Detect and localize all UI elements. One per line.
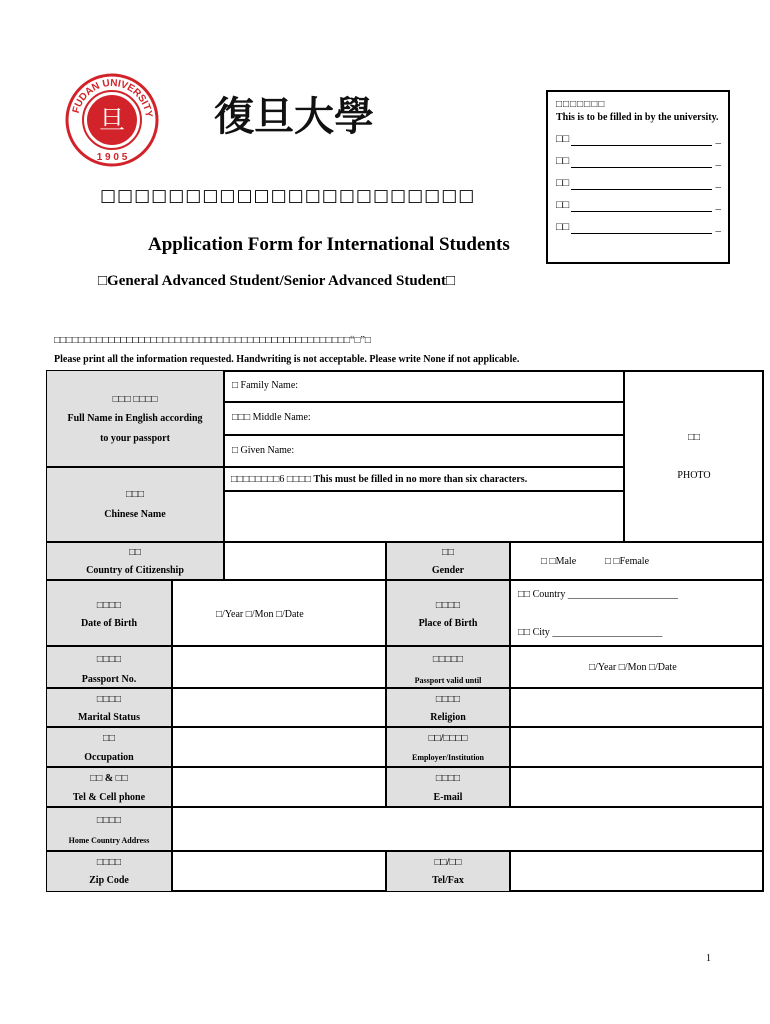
full-name-label-cell: □□□ □□□□ Full Name in English according to your passport bbox=[46, 370, 224, 467]
notice-english: Please print all the information requested. Handwriting is not acceptable. Please write None if not applicable. bbox=[54, 354, 520, 365]
passport-label-cell: □□□□ Passport No. bbox=[46, 646, 172, 688]
gender-field bbox=[510, 542, 764, 580]
citizenship-label-cell: □□ Country of Citizenship bbox=[46, 542, 224, 580]
seal-text: FUDAN UNIVERSITY bbox=[70, 77, 154, 119]
passport-valid-field[interactable]: □/Year □/Mon □/Date bbox=[510, 646, 764, 688]
zip-label-cell: □□□□ Zip Code bbox=[46, 851, 172, 892]
dob-label-cell: □□□□ Date of Birth bbox=[46, 580, 172, 646]
chinese-name-field[interactable] bbox=[224, 491, 624, 542]
office-box-note: This is to be filled in by the university. bbox=[556, 112, 719, 123]
address-field[interactable] bbox=[172, 807, 764, 851]
given-name-field[interactable]: □ Given Name: bbox=[224, 435, 624, 467]
zip-field[interactable] bbox=[172, 851, 386, 892]
telfax-field[interactable] bbox=[510, 851, 764, 892]
middle-name-field[interactable]: □□□ Middle Name: bbox=[224, 402, 624, 435]
marital-field[interactable] bbox=[172, 688, 386, 727]
svg-text:復旦大學: 復旦大學 bbox=[214, 93, 374, 140]
office-box-heading: □□□□□□□ bbox=[556, 99, 606, 110]
application-table bbox=[46, 370, 764, 894]
address-label-cell: □□□□ Home Country Address bbox=[46, 807, 172, 851]
male-checkbox[interactable]: □ □Male bbox=[541, 556, 577, 567]
fudan-seal-logo bbox=[64, 72, 160, 168]
page-number: 1 bbox=[706, 953, 711, 964]
chinese-name-hint: □□□□□□□□6 □□□□ This must be filled in no more than six characters. bbox=[224, 467, 624, 491]
employer-label-cell: □□/□□□□ Employer/Institution bbox=[386, 727, 510, 767]
office-line[interactable]: □□ _ bbox=[556, 155, 721, 167]
marital-label-cell: □□□□ Marital Status bbox=[46, 688, 172, 727]
gender-label-cell: □□ Gender bbox=[386, 542, 510, 580]
email-label-cell: □□□□ E-mail bbox=[386, 767, 510, 807]
employer-field[interactable] bbox=[510, 727, 764, 767]
office-line[interactable]: □□ _ bbox=[556, 221, 721, 233]
passport-field[interactable] bbox=[172, 646, 386, 688]
family-name-field[interactable]: □ Family Name: bbox=[224, 370, 624, 402]
chinese-name-label-cell: □□□ Chinese Name bbox=[46, 467, 224, 542]
fudan-calligraphy-logo bbox=[214, 72, 374, 148]
form-subtitle: □General Advanced Student/Senior Advanced Student□ bbox=[98, 273, 456, 289]
chinese-title: □□□□□□□□□□□□□□□□□□□□□□ bbox=[100, 186, 476, 206]
female-checkbox[interactable]: □ □Female bbox=[605, 556, 650, 567]
tel-field[interactable] bbox=[172, 767, 386, 807]
office-line[interactable]: □□ _ bbox=[556, 199, 721, 211]
religion-field[interactable] bbox=[510, 688, 764, 727]
email-field[interactable] bbox=[510, 767, 764, 807]
passport-valid-label-cell: □□□□□ Passport valid until bbox=[386, 646, 510, 688]
tel-label-cell: □□ & □□ Tel & Cell phone bbox=[46, 767, 172, 807]
dob-field[interactable]: □/Year □/Mon □/Date bbox=[172, 580, 386, 646]
seal-glyph: 旦 bbox=[98, 106, 126, 136]
notice-chinese: □□□□□□□□□□□□□□□□□□□□□□□□□□□□□□□□□□□□□□□□□□□□□□□□□“□”□ bbox=[54, 335, 371, 346]
religion-label-cell: □□□□ Religion bbox=[386, 688, 510, 727]
office-line[interactable]: □□ _ bbox=[556, 133, 721, 145]
pob-label-cell: □□□□ Place of Birth bbox=[386, 580, 510, 646]
occupation-field[interactable] bbox=[172, 727, 386, 767]
photo-box[interactable]: □□ PHOTO bbox=[624, 370, 764, 542]
occupation-label-cell: □□ Occupation bbox=[46, 727, 172, 767]
telfax-label-cell: □□/□□ Tel/Fax bbox=[386, 851, 510, 892]
pob-field[interactable]: □□ Country ______________________ □□ City ______________________ bbox=[510, 580, 764, 646]
svg-text:1 9 0 5: 1 9 0 5 bbox=[96, 152, 128, 163]
citizenship-field[interactable] bbox=[224, 542, 386, 580]
office-use-box bbox=[546, 90, 730, 264]
office-line[interactable]: □□ _ bbox=[556, 177, 721, 189]
english-title: Application Form for International Students bbox=[148, 234, 510, 255]
